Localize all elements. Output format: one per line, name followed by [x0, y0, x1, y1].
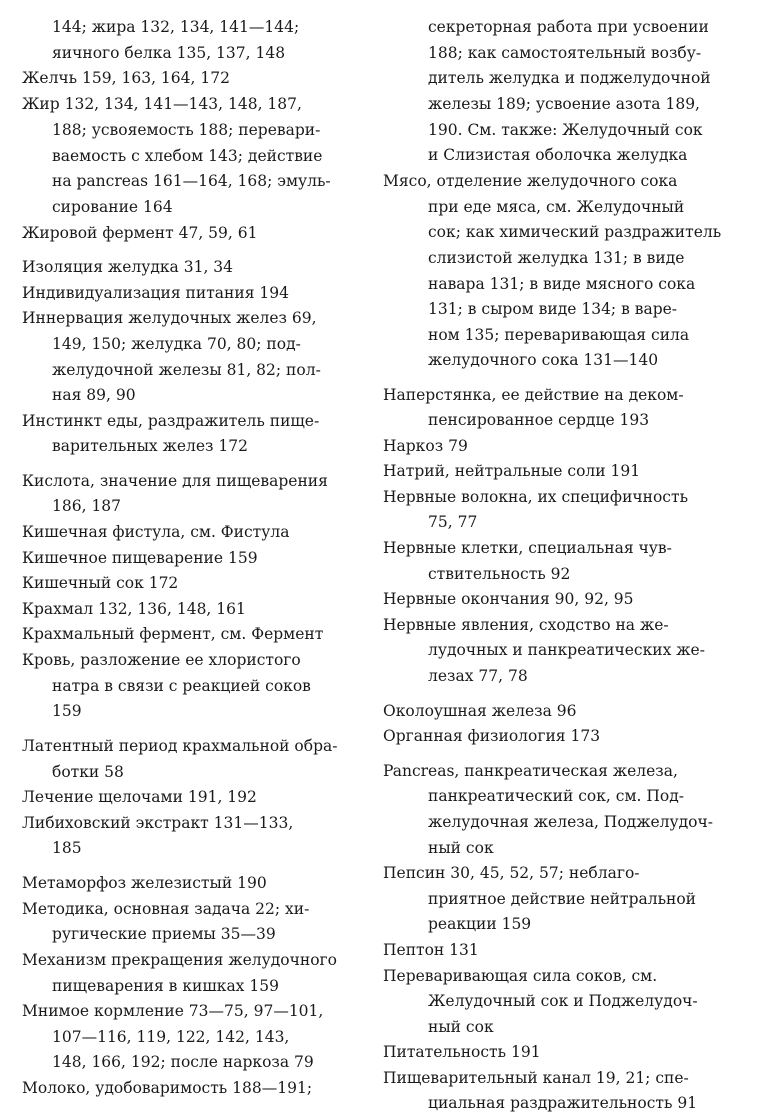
index-entry: Либиховский экстракт 131—133,	[22, 814, 294, 832]
index-line: при еде мяса, см. Желудочный	[428, 198, 685, 216]
index-column-right	[380, 0, 760, 1116]
index-entry: Крахмал 132, 136, 148, 161	[22, 600, 246, 618]
index-entry: Питательность 191	[383, 1043, 541, 1061]
index-entry: Инстинкт еды, раздражитель пище-	[22, 412, 320, 430]
index-entry: Переваривающая сила соков, см.	[383, 967, 658, 985]
index-entry: Околоушная железа 96	[383, 702, 577, 720]
index-entry: Нервные окончания 90, 92, 95	[383, 590, 634, 608]
index-entry: Кишечный сок 172	[22, 574, 179, 592]
index-line: ный сок	[428, 1018, 494, 1036]
index-line: реакции 159	[428, 915, 532, 933]
index-entry: Лечение щелочами 191, 192	[22, 788, 257, 806]
index-entry: Pancreas, панкреатическая железа,	[383, 762, 678, 780]
index-entry: Желчь 159, 163, 164, 172	[22, 69, 230, 87]
index-line: ном 135; переваривающая сила	[428, 326, 690, 344]
index-line: 149, 150; желудка 70, 80; под-	[52, 335, 301, 353]
index-line: желудочной железы 81, 82; пол-	[52, 361, 321, 379]
index-entry: Кровь, разложение ее хлористого	[22, 651, 301, 669]
index-line: желудочная железа, Поджелудоч-	[428, 813, 713, 831]
index-entry: Кишечная фистула, см. Фистула	[22, 523, 290, 541]
index-line: панкреатический сок, см. Под-	[428, 787, 684, 805]
index-line: 188; как самостоятельный возбу-	[428, 44, 702, 62]
index-line: 131; в сыром виде 134; в варе-	[428, 300, 678, 318]
index-line: навара 131; в виде мясного сока	[428, 275, 696, 293]
index-entry: Пептон 131	[383, 941, 479, 959]
index-line: на pancreas 161—164, 168; эмуль-	[52, 172, 331, 190]
index-line: варительных желез 172	[52, 437, 249, 455]
index-line: пищеварения в кишках 159	[52, 977, 279, 995]
index-line: циальная раздражительность 91	[428, 1094, 698, 1112]
index-entry: Молоко, удобоваримость 188—191;	[22, 1079, 313, 1097]
index-line: ная 89, 90	[52, 386, 136, 404]
index-line: ваемость с хлебом 143; действие	[52, 147, 323, 165]
index-entry: Крахмальный фермент, см. Фермент	[22, 625, 324, 643]
index-entry: Кишечное пищеварение 159	[22, 549, 258, 567]
index-entry: Мнимое кормление 73—75, 97—101,	[22, 1002, 324, 1020]
index-line: ствительность 92	[428, 565, 571, 583]
index-entry: Жировой фермент 47, 59, 61	[22, 224, 258, 242]
index-entry: Иннервация желудочных желез 69,	[22, 309, 317, 327]
index-entry: Метаморфоз железистый 190	[22, 874, 267, 892]
index-line: приятное действие нейтральной	[428, 890, 697, 908]
index-entry: Нервные явления, сходство на же-	[383, 616, 669, 634]
index-entry: Мясо, отделение желудочного сока	[383, 172, 678, 190]
index-line: 107—116, 119, 122, 142, 143,	[52, 1028, 290, 1046]
index-line: 185	[52, 839, 82, 857]
index-line: слизистой желудка 131; в виде	[428, 249, 685, 267]
index-entry: Нервные клетки, специальная чув-	[383, 539, 672, 557]
index-entry: Жир 132, 134, 141—143, 148, 187,	[22, 95, 302, 113]
index-line: 144; жира 132, 134, 141—144;	[52, 18, 300, 36]
index-entry: Наперстянка, ее действие на деком-	[383, 386, 684, 404]
index-entry: Пепсин 30, 45, 52, 57; неблаго-	[383, 864, 640, 882]
index-line: пенсированное сердце 193	[428, 411, 650, 429]
index-line: 75, 77	[428, 513, 478, 531]
index-entry: Латентный период крахмальной обра-	[22, 737, 338, 755]
index-column-left	[0, 0, 372, 1116]
index-line: яичного белка 135, 137, 148	[52, 44, 286, 62]
index-entry: Индивидуализация питания 194	[22, 284, 289, 302]
index-line: сок; как химический раздражитель	[428, 223, 722, 241]
index-line: сирование 164	[52, 198, 173, 216]
index-line: лудочных и панкреатических же-	[428, 641, 705, 659]
index-entry: Кислота, значение для пищеварения	[22, 472, 328, 490]
index-entry: Натрий, нейтральные соли 191	[383, 462, 641, 480]
index-line: Желудочный сок и Поджелудоч-	[428, 992, 698, 1010]
index-line: ботки 58	[52, 763, 124, 781]
index-line: ругические приемы 35—39	[52, 925, 276, 943]
index-line: 188; усвояемость 188; перевари-	[52, 121, 321, 139]
index-entry: Наркоз 79	[383, 437, 468, 455]
index-entry: Пищеварительный канал 19, 21; спе-	[383, 1069, 689, 1087]
index-entry: Механизм прекращения желудочного	[22, 951, 337, 969]
index-line: желудочного сока 131—140	[428, 351, 659, 369]
index-line: 190. См. также: Желудочный сок	[428, 121, 703, 139]
index-entry: Нервные волокна, их специфичность	[383, 488, 689, 506]
index-line: и Слизистая оболочка желудка	[428, 146, 688, 164]
index-line: 159	[52, 702, 82, 720]
index-entry: Изоляция желудка 31, 34	[22, 258, 234, 276]
index-line: железы 189; усвоение азота 189,	[428, 95, 700, 113]
index-entry: Органная физиология 173	[383, 727, 601, 745]
index-line: натра в связи с реакцией соков	[52, 677, 311, 695]
index-line: 186, 187	[52, 497, 122, 515]
index-line: секреторная работа при усвоении	[428, 18, 709, 36]
index-line: лезах 77, 78	[428, 667, 528, 685]
index-line: дитель желудка и поджелудочной	[428, 69, 711, 87]
index-line: ный сок	[428, 839, 494, 857]
index-line: 148, 166, 192; после наркоза 79	[52, 1053, 314, 1071]
index-entry: Методика, основная задача 22; хи-	[22, 900, 310, 918]
